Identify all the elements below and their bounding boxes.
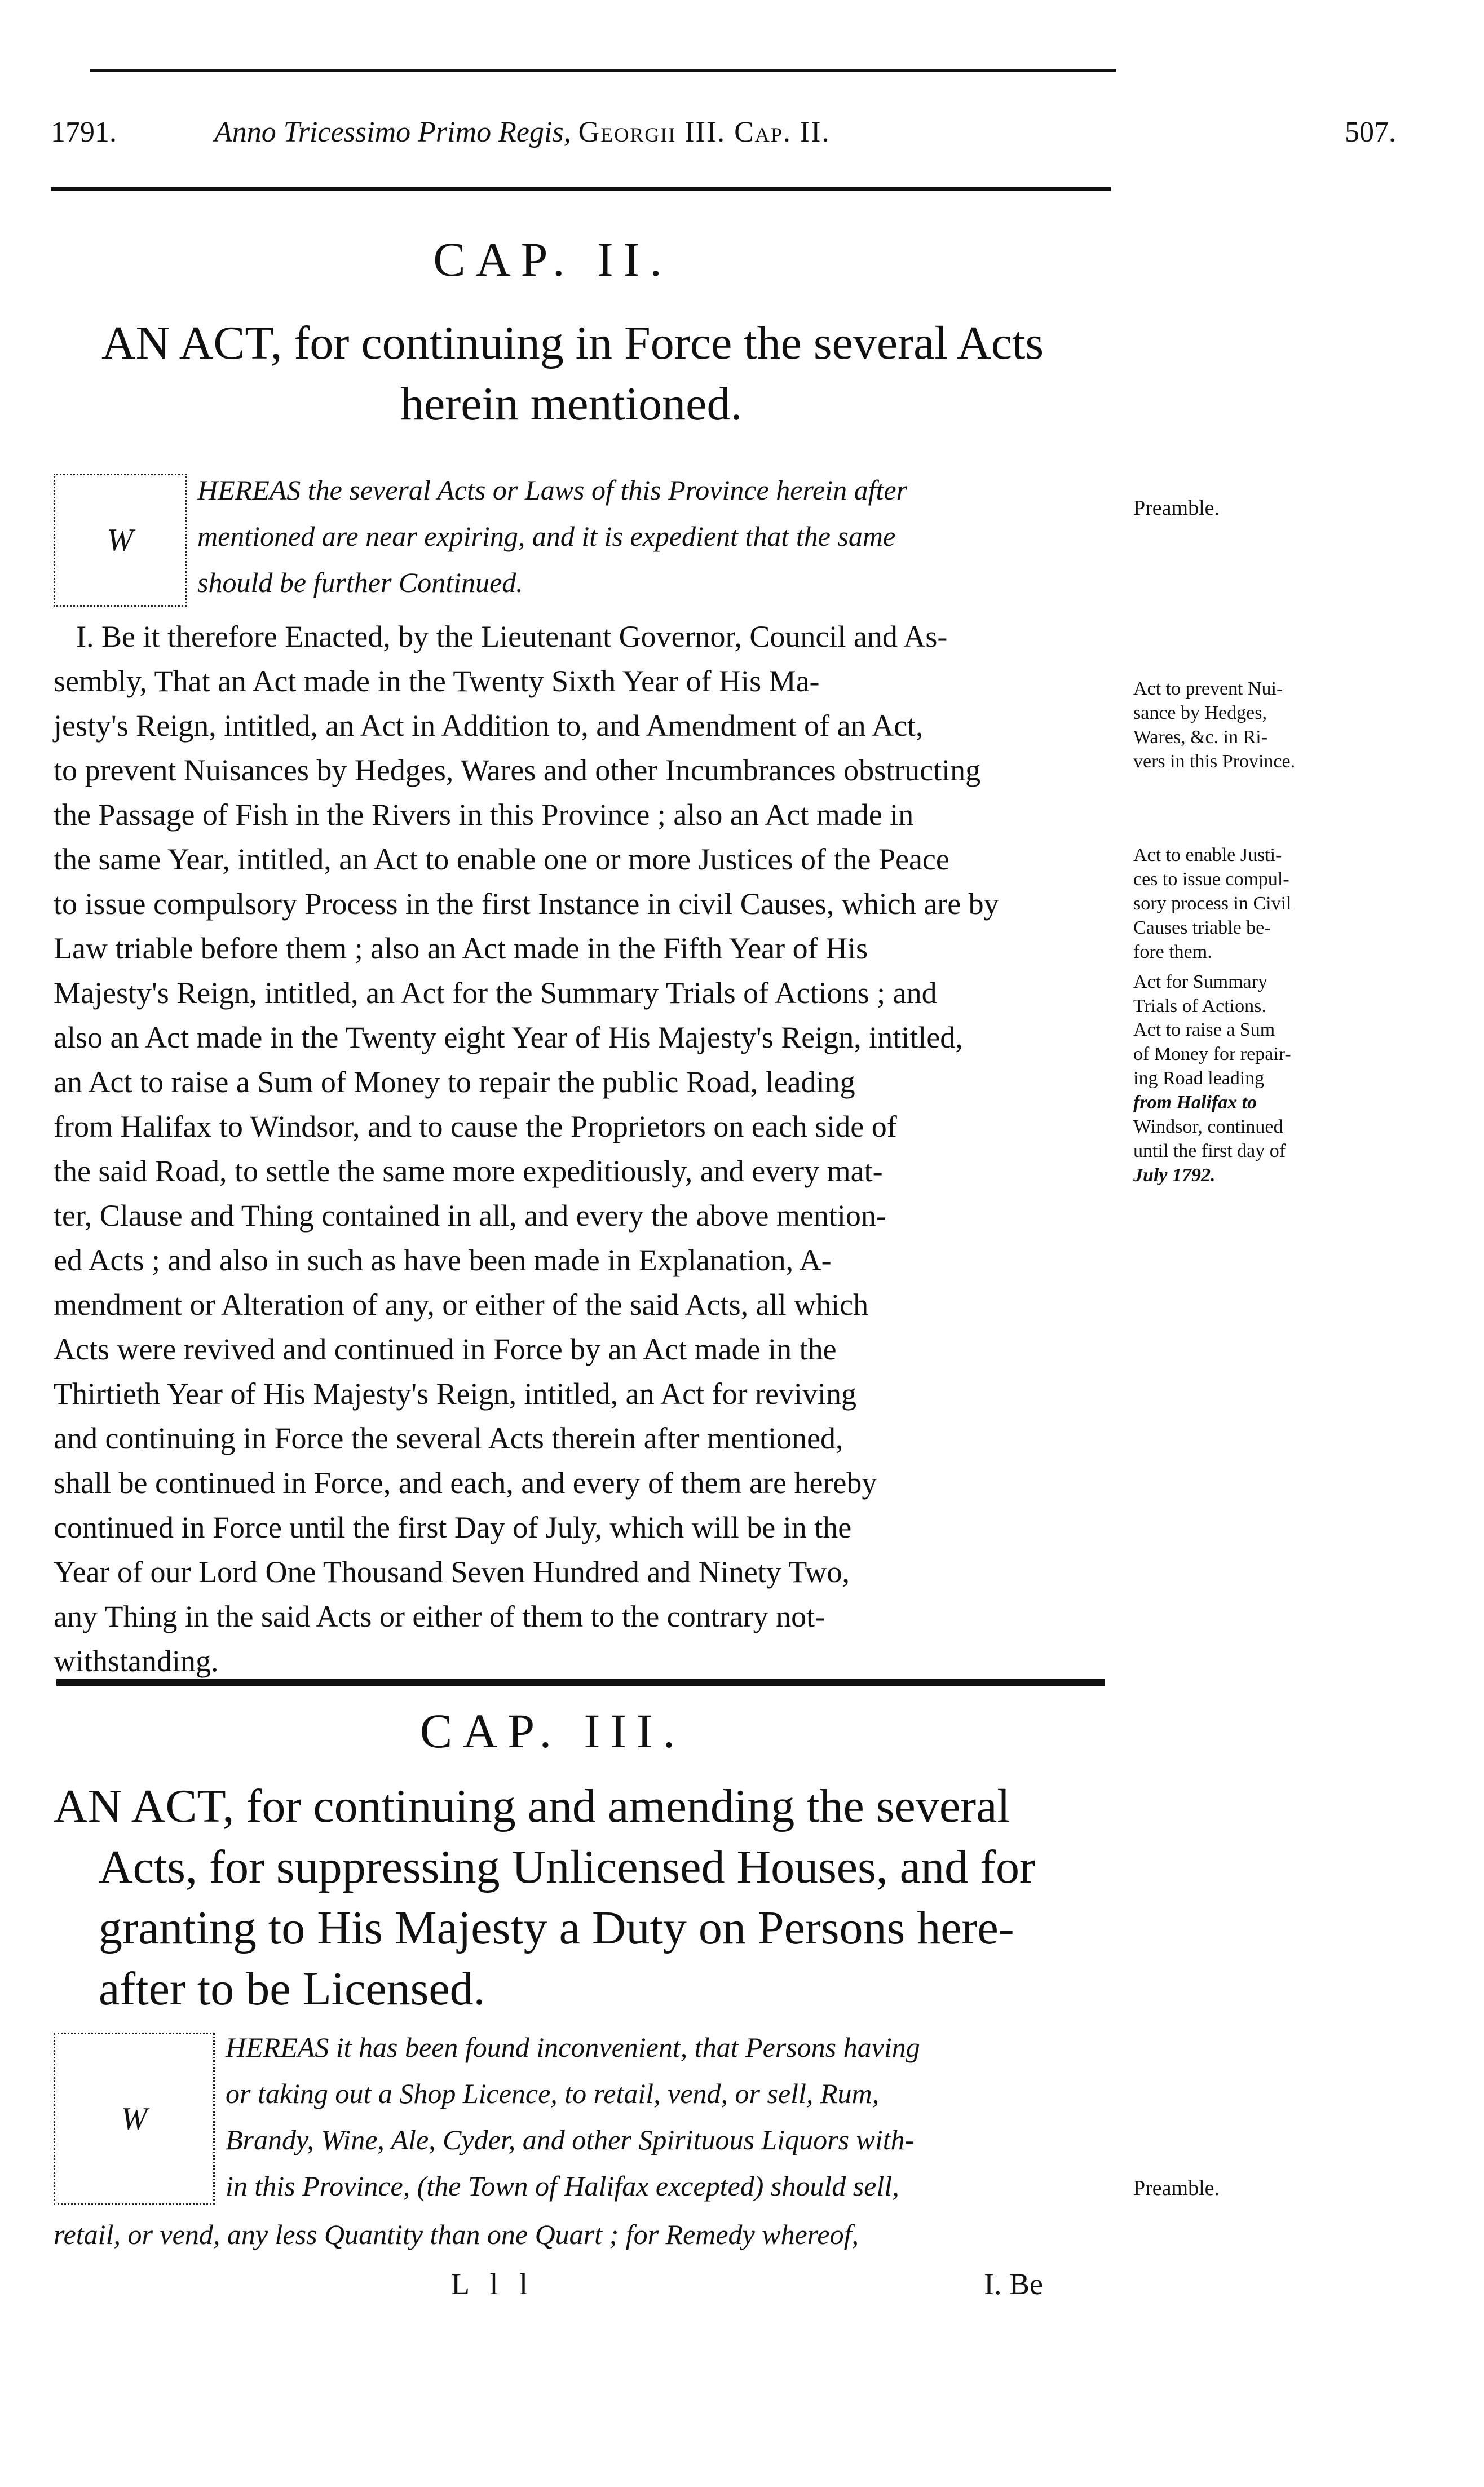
signature-mark: L l l	[451, 2267, 535, 2301]
cap3-act-title-line: Acts, for suppressing Unlicensed Houses, and for	[99, 1841, 1036, 1893]
cap2-act-title-line2: herein mentioned.	[400, 378, 743, 430]
margin-note-line: Causes triable be-	[1133, 917, 1271, 938]
body-line: I. Be it therefore Enacted, by the Lieutenant Governor, Council and As-	[76, 620, 948, 653]
cap3-whereas-line: Brandy, Wine, Ale, Cyder, and other Spirituous Liquors with-	[226, 2124, 915, 2155]
body-line: Majesty's Reign, intitled, an Act for the Summary Trials of Actions ; and	[54, 976, 937, 1010]
margin-note-line: Act to raise a Sum	[1133, 1019, 1275, 1040]
margin-note-summary-trials-act	[1133, 970, 1376, 1018]
margin-note-line: vers in this Province.	[1133, 751, 1296, 772]
header-title	[214, 116, 830, 149]
margin-note-line: sory process in Civil	[1133, 893, 1292, 914]
body-line: withstanding.	[54, 1644, 219, 1678]
margin-note-line: of Money for repair-	[1133, 1044, 1291, 1064]
body-line: ter, Clause and Thing contained in all, and every the above mention-	[54, 1199, 886, 1233]
body-line: Year of our Lord One Thousand Seven Hundred and Ninety Two,	[54, 1555, 850, 1589]
header-title-smallcaps: Georgii III. Cap. II.	[578, 116, 831, 148]
cap2-act-title-line1: AN ACT, for continuing in Force the several Acts	[101, 317, 1044, 369]
cap2-heading: CAP. II.	[433, 232, 672, 286]
cap3-whereas	[226, 2024, 1105, 2209]
margin-note-preamble-1: Preamble.	[1133, 496, 1220, 520]
margin-note-line: Wares, &c. in Ri-	[1133, 727, 1268, 748]
body-line: shall be continued in Force, and each, and every of them are hereby	[54, 1466, 877, 1500]
cap2-dropcap-letter: W	[107, 523, 134, 558]
body-line: Law triable before them ; also an Act made in the Fifth Year of His	[54, 931, 868, 965]
body-line: jesty's Reign, intitled, an Act in Addition to, and Amendment of an Act,	[54, 709, 924, 743]
header-year: 1791.	[51, 116, 117, 148]
cap3-act-title-line: after to be Licensed.	[99, 1963, 485, 2015]
margin-note-line: Act to enable Justi-	[1133, 845, 1282, 865]
body-line: continued in Force until the first Day of July, which will be in the	[54, 1510, 852, 1544]
page-number: 507.	[1345, 116, 1396, 148]
top-rule	[90, 69, 1116, 72]
cap2-act-title	[101, 313, 1044, 435]
body-line: mendment or Alteration of any, or either of the said Acts, all which	[54, 1288, 869, 1322]
body-line: Thirtieth Year of His Majesty's Reign, intitled, an Act for reviving	[54, 1377, 857, 1411]
body-line: Acts were revived and continued in Force by an Act made in the	[54, 1332, 837, 1366]
margin-note-line: until the first day of	[1133, 1141, 1286, 1161]
section-separator-rule	[56, 1679, 1105, 1686]
header-title-italic: Anno Tricessimo Primo Regis,	[214, 116, 571, 148]
cap2-ornamental-dropcap	[54, 474, 187, 607]
body-line: the said Road, to settle the same more expeditiously, and every mat-	[54, 1154, 883, 1188]
cap3-act-title-line: AN ACT, for continuing and amending the several	[54, 1780, 1010, 1832]
margin-note-line: Act for Summary	[1133, 971, 1267, 992]
cap3-whereas-line: HEREAS it has been found inconvenient, that Persons having	[226, 2031, 920, 2063]
margin-note-line: sance by Hedges,	[1133, 703, 1267, 723]
margin-note-line: Act to prevent Nui-	[1133, 678, 1283, 699]
body-line: any Thing in the said Acts or either of them to the contrary not-	[54, 1600, 825, 1633]
margin-note-line: Windsor, continued	[1133, 1116, 1283, 1137]
margin-note-line: from Halifax to	[1133, 1092, 1257, 1113]
cap3-act-title-line: granting to His Majesty a Duty on Persons here-	[99, 1902, 1014, 1954]
margin-note-road-act	[1133, 1018, 1376, 1187]
running-header	[51, 99, 1396, 149]
cap2-whereas-line2: mentioned are near expiring, and it is expedient that the same	[197, 520, 896, 552]
margin-note-preamble-2: Preamble.	[1133, 2176, 1220, 2200]
body-line: also an Act made in the Twenty eight Year of His Majesty's Reign, intitled,	[54, 1021, 963, 1054]
cap2-whereas-line3: should be further Continued.	[197, 567, 523, 598]
body-line: an Act to raise a Sum of Money to repair the public Road, leading	[54, 1065, 855, 1099]
margin-note-line: fore them.	[1133, 942, 1212, 962]
body-line: ed Acts ; and also in such as have been made in Explanation, A-	[54, 1243, 832, 1277]
margin-note-justices-act	[1133, 843, 1376, 964]
body-line: to prevent Nuisances by Hedges, Wares and other Incumbrances obstructing	[54, 753, 981, 787]
body-line: and continuing in Force the several Acts therein after mentioned,	[54, 1421, 843, 1455]
cap2-whereas-line1: HEREAS the several Acts or Laws of this Province herein after	[197, 474, 908, 506]
cap3-whereas-line: or taking out a Shop Licence, to retail, vend, or sell, Rum,	[226, 2078, 880, 2109]
body-line: from Halifax to Windsor, and to cause the Proprietors on each side of	[54, 1110, 897, 1143]
margin-note-nuisance-act	[1133, 677, 1376, 774]
body-line: the Passage of Fish in the Rivers in this Province ; also an Act made in	[54, 798, 914, 832]
cap3-dropcap-letter: W	[121, 2101, 148, 2136]
margin-note-line: Trials of Actions.	[1133, 996, 1266, 1017]
cap2-body	[54, 615, 1108, 1684]
cap3-heading: CAP. III.	[419, 1704, 686, 1758]
catchword: I. Be	[984, 2267, 1043, 2301]
cap3-whereas-line: in this Province, (the Town of Halifax excepted) should sell,	[226, 2170, 899, 2202]
margin-note-line: ces to issue compul-	[1133, 869, 1289, 890]
margin-note-line: ing Road leading	[1133, 1068, 1265, 1089]
cap3-ornamental-dropcap	[54, 2033, 215, 2205]
cap3-act-title	[54, 1776, 1035, 2020]
margin-note-line: July 1792.	[1133, 1165, 1216, 1186]
body-line: sembly, That an Act made in the Twenty Sixth Year of His Ma-	[54, 664, 820, 698]
body-line: the same Year, intitled, an Act to enable one or more Justices of the Peace	[54, 842, 949, 876]
header-rule	[51, 187, 1111, 191]
body-line: to issue compulsory Process in the first Instance in civil Causes, which are by	[54, 887, 999, 921]
cap2-whereas	[197, 467, 1105, 606]
cap3-whereas-last-line: retail, or vend, any less Quantity than one Quart ; for Remedy whereof,	[54, 2219, 859, 2250]
